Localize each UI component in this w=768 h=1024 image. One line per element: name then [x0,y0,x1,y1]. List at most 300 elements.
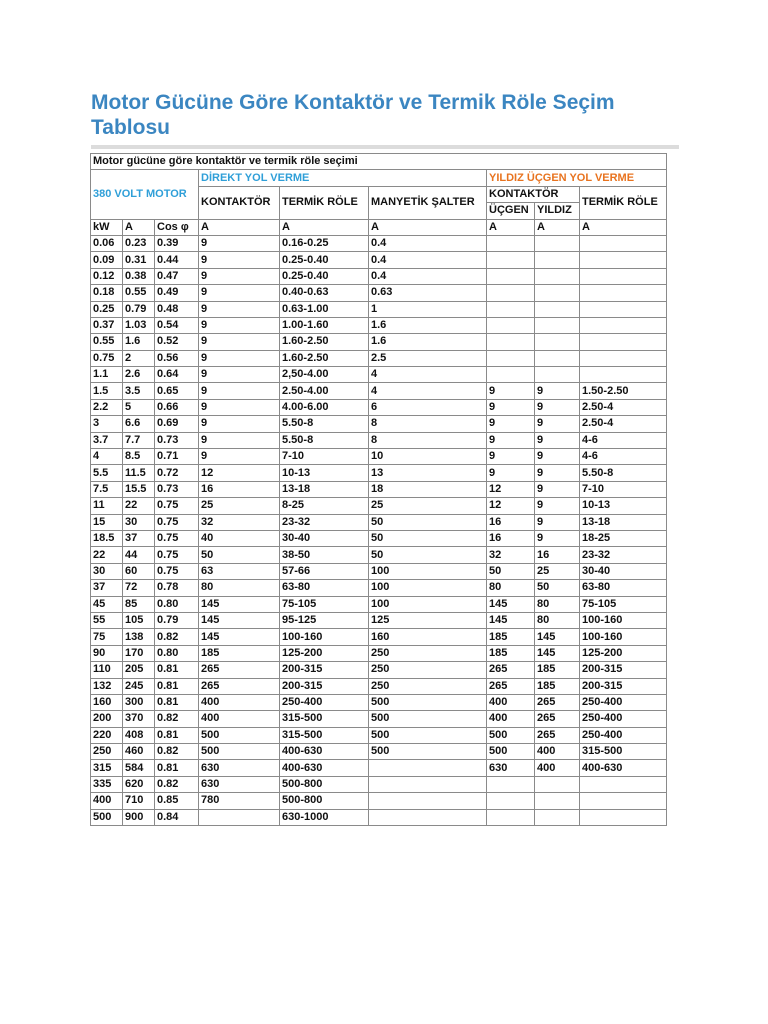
table-cell: 25 [199,498,280,514]
table-cell: 7-10 [280,449,369,465]
table-cell: 125 [369,612,487,628]
table-cell: 138 [123,629,155,645]
table-cell: 400-630 [580,760,667,776]
caption-row [91,154,667,170]
table-cell [580,334,667,350]
table-cell: 125-200 [280,645,369,661]
table-cell: 145 [487,612,535,628]
table-cell: 200 [91,711,123,727]
table-row [91,760,667,776]
col-kontaktor: KONTAKTÖR [199,186,280,219]
table-cell: 0.18 [91,285,123,301]
table-cell: 0.75 [155,514,199,530]
table-cell: 9 [199,235,280,251]
table-row [91,432,667,448]
table-cell: 9 [487,383,535,399]
table-row [91,711,667,727]
table-cell: 400 [487,694,535,710]
table-cell: 8 [369,416,487,432]
table-cell: 0.71 [155,449,199,465]
table-cell: 12 [487,481,535,497]
table-row [91,317,667,333]
table-cell: 265 [199,662,280,678]
table-cell: 9 [199,317,280,333]
table-cell: 9 [535,465,580,481]
table-cell: 5.50-8 [580,465,667,481]
table-cell [580,367,667,383]
table-cell: 32 [199,514,280,530]
table-cell: 0.48 [155,301,199,317]
table-cell: 9 [535,449,580,465]
table-row [91,629,667,645]
table-cell: 0.82 [155,744,199,760]
table-cell: 4 [91,449,123,465]
table-cell: 160 [369,629,487,645]
table-cell: 10-13 [580,498,667,514]
table-cell: 0.73 [155,481,199,497]
table-cell: 315-500 [280,711,369,727]
table-cell: 12 [487,498,535,514]
table-cell: 0.69 [155,416,199,432]
table-cell: 160 [91,694,123,710]
table-cell: 0.55 [91,334,123,350]
table-cell: 9 [535,481,580,497]
table-cell: 145 [199,629,280,645]
table-cell: 9 [199,252,280,268]
table-cell [487,235,535,251]
table-cell: 80 [199,580,280,596]
table-cell [535,367,580,383]
table-cell: 1.50-2.50 [580,383,667,399]
motor-group-header: 380 VOLT MOTOR [91,170,199,219]
table-row [91,399,667,415]
table-cell: 105 [123,612,155,628]
table-cell: 63-80 [580,580,667,596]
table-cell: 0.82 [155,711,199,727]
table-cell: 584 [123,760,155,776]
table-cell: 300 [123,694,155,710]
table-cell: 185 [535,678,580,694]
table-cell: 9 [199,301,280,317]
table-cell: 250 [369,678,487,694]
table-cell [487,776,535,792]
table-row [91,285,667,301]
table-cell: 250-400 [580,711,667,727]
table-row [91,547,667,563]
table-cell: 13-18 [280,481,369,497]
table-cell: 125-200 [580,645,667,661]
table-cell: 75-105 [580,596,667,612]
table-cell: 500 [369,744,487,760]
table-cell: 25 [535,563,580,579]
table-cell: 185 [535,662,580,678]
table-cell: 200-315 [580,662,667,678]
table-row [91,301,667,317]
table-cell [535,809,580,825]
table-cell: 170 [123,645,155,661]
table-cell: 0.37 [91,317,123,333]
table-cell: 16 [199,481,280,497]
table-cell: 1.60-2.50 [280,334,369,350]
table-cell: 145 [199,612,280,628]
table-cell: 23-32 [280,514,369,530]
table-cell: 0.64 [155,367,199,383]
table-cell: 50 [535,580,580,596]
table-cell: 220 [91,727,123,743]
table-cell: 63-80 [280,580,369,596]
table-cell: 85 [123,596,155,612]
table-cell: 0.82 [155,629,199,645]
table-row [91,612,667,628]
table-cell: 0.75 [155,498,199,514]
unit-cell: A [487,219,535,235]
table-cell [487,793,535,809]
table-cell: 200-315 [580,678,667,694]
title-divider [91,145,679,149]
table-cell: 9 [199,350,280,366]
table-cell: 400 [535,760,580,776]
table-cell: 145 [535,645,580,661]
table-cell: 22 [123,498,155,514]
table-cell: 8-25 [280,498,369,514]
table-cell: 45 [91,596,123,612]
table-cell [580,285,667,301]
table-cell: 37 [123,530,155,546]
table-cell [487,367,535,383]
table-cell: 18-25 [580,530,667,546]
table-cell [487,301,535,317]
table-cell: 1.60-2.50 [280,350,369,366]
table-cell: 37 [91,580,123,596]
table-cell: 185 [487,629,535,645]
table-row [91,645,667,661]
table-cell: 100 [369,596,487,612]
table-cell: 100-160 [580,629,667,645]
table-cell: 9 [487,449,535,465]
table-cell: 1.5 [91,383,123,399]
table-cell: 4.00-6.00 [280,399,369,415]
table-cell [487,350,535,366]
table-cell: 0.23 [123,235,155,251]
table-cell [535,268,580,284]
table-cell: 500 [487,744,535,760]
table-cell: 4-6 [580,449,667,465]
table-row [91,268,667,284]
table-cell: 250-400 [580,694,667,710]
table-cell [369,776,487,792]
table-cell: 400 [199,711,280,727]
table-cell [535,776,580,792]
table-cell: 0.79 [155,612,199,628]
table-cell: 630-1000 [280,809,369,825]
table-cell: 250-400 [280,694,369,710]
table-row [91,563,667,579]
table-row [91,416,667,432]
table-cell: 30-40 [280,530,369,546]
table-cell: 0.4 [369,235,487,251]
table-cell: 40 [199,530,280,546]
table-cell: 200-315 [280,662,369,678]
table-cell [199,809,280,825]
col-yildiz: YILDIZ [535,203,580,219]
table-cell: 500 [369,727,487,743]
table-cell [535,301,580,317]
direct-start-header: DİREKT YOL VERME [199,170,487,186]
table-cell: 2,50-4.00 [280,367,369,383]
table-cell [580,776,667,792]
table-cell: 400 [535,744,580,760]
table-cell [535,793,580,809]
table-cell: 100 [369,580,487,596]
table-cell: 0.39 [155,235,199,251]
table-cell: 50 [199,547,280,563]
table-cell [369,760,487,776]
table-cell: 90 [91,645,123,661]
table-cell: 100-160 [280,629,369,645]
table-cell [580,350,667,366]
table-cell: 9 [199,334,280,350]
table-cell: 38-50 [280,547,369,563]
table-cell: 50 [369,547,487,563]
table-cell: 0.16-0.25 [280,235,369,251]
table-cell: 11 [91,498,123,514]
table-cell: 185 [487,645,535,661]
table-cell: 0.75 [155,530,199,546]
table-row [91,383,667,399]
table-cell: 9 [535,530,580,546]
table-cell: 132 [91,678,123,694]
table-cell: 500 [369,711,487,727]
table-cell: 30-40 [580,563,667,579]
table-cell: 200-315 [280,678,369,694]
table-cell: 3 [91,416,123,432]
table-cell: 1.6 [369,317,487,333]
table-cell: 408 [123,727,155,743]
table-cell: 15 [91,514,123,530]
table-cell: 370 [123,711,155,727]
table-cell [580,235,667,251]
table-cell: 0.80 [155,596,199,612]
table-cell: 500 [199,727,280,743]
unit-cell: A [369,219,487,235]
table-cell: 5.50-8 [280,416,369,432]
table-cell: 9 [199,285,280,301]
table-cell: 265 [487,662,535,678]
table-row [91,809,667,825]
table-cell: 9 [199,268,280,284]
table-cell: 1.1 [91,367,123,383]
table-cell: 75-105 [280,596,369,612]
table-cell: 13 [369,465,487,481]
table-cell: 2 [123,350,155,366]
table-row [91,793,667,809]
table-row [91,596,667,612]
table-cell: 0.84 [155,809,199,825]
table-cell: 265 [199,678,280,694]
table-cell: 5.5 [91,465,123,481]
table-cell: 9 [535,498,580,514]
table-cell: 80 [535,612,580,628]
table-cell: 72 [123,580,155,596]
table-cell: 9 [535,383,580,399]
table-cell: 0.81 [155,662,199,678]
table-cell: 15.5 [123,481,155,497]
table-cell: 315-500 [580,744,667,760]
table-cell: 9 [535,514,580,530]
table-cell: 9 [199,383,280,399]
group-header-row [91,170,667,186]
col-kontaktor-star-delta: KONTAKTÖR [487,186,580,202]
table-cell: 0.25 [91,301,123,317]
table-cell [487,285,535,301]
selection-table [90,153,667,826]
table-cell: 0.06 [91,235,123,251]
table-cell: 0.63-1.00 [280,301,369,317]
table-cell: 250-400 [580,727,667,743]
table-cell: 620 [123,776,155,792]
table-cell: 0.4 [369,268,487,284]
table-cell: 63 [199,563,280,579]
table-row [91,498,667,514]
table-cell: 400 [199,694,280,710]
table-cell: 9 [199,449,280,465]
table-cell: 2.50-4 [580,399,667,415]
table-cell: 0.63 [369,285,487,301]
table-cell [580,252,667,268]
table-cell: 500 [91,809,123,825]
table-cell: 0.56 [155,350,199,366]
table-cell: 13-18 [580,514,667,530]
table-cell: 245 [123,678,155,694]
table-cell: 23-32 [580,547,667,563]
table-cell: 9 [199,367,280,383]
table-cell: 0.38 [123,268,155,284]
table-cell [487,334,535,350]
table-cell: 630 [487,760,535,776]
table-cell: 0.72 [155,465,199,481]
table-cell: 0.65 [155,383,199,399]
table-cell: 7-10 [580,481,667,497]
table-row [91,530,667,546]
table-row [91,465,667,481]
table-cell: 900 [123,809,155,825]
table-caption: Motor gücüne göre kontaktör ve termik röle seçimi [91,154,667,170]
table-cell: 0.81 [155,694,199,710]
table-cell: 400-630 [280,744,369,760]
table-cell: 4-6 [580,432,667,448]
table-cell: 0.73 [155,432,199,448]
table-cell: 18.5 [91,530,123,546]
table-cell: 12 [199,465,280,481]
table-cell [580,809,667,825]
table-cell: 0.75 [155,547,199,563]
table-cell: 630 [199,776,280,792]
table-cell: 4 [369,367,487,383]
table-cell: 250 [369,662,487,678]
table-cell [487,317,535,333]
table-row [91,694,667,710]
table-cell: 265 [535,711,580,727]
table-cell [487,809,535,825]
unit-cell: kW [91,219,123,235]
table-cell: 2.50-4 [580,416,667,432]
table-cell: 500 [369,694,487,710]
table-cell [580,301,667,317]
table-cell: 0.40-0.63 [280,285,369,301]
table-cell: 0.80 [155,645,199,661]
table-cell [535,350,580,366]
table-cell [535,317,580,333]
unit-cell: A [535,219,580,235]
table-cell: 315 [91,760,123,776]
table-cell [369,793,487,809]
table-cell: 75 [91,629,123,645]
table-cell: 11.5 [123,465,155,481]
table-cell: 80 [487,580,535,596]
table-row [91,367,667,383]
table-cell: 0.09 [91,252,123,268]
table-cell: 0.25-0.40 [280,268,369,284]
table-cell: 0.66 [155,399,199,415]
table-cell: 100-160 [580,612,667,628]
table-cell [487,268,535,284]
table-row [91,776,667,792]
table-cell: 1.03 [123,317,155,333]
col-termik-role: TERMİK RÖLE [280,186,369,219]
table-cell [535,235,580,251]
table-row [91,744,667,760]
table-cell: 9 [487,465,535,481]
table-cell: 0.81 [155,760,199,776]
table-cell: 9 [487,416,535,432]
table-cell: 44 [123,547,155,563]
table-cell: 400 [487,711,535,727]
col-termik-role-star-delta: TERMİK RÖLE [580,186,667,219]
table-cell: 205 [123,662,155,678]
col-ucgen: ÜÇGEN [487,203,535,219]
unit-cell: A [580,219,667,235]
table-cell: 2.2 [91,399,123,415]
table-cell: 60 [123,563,155,579]
table-cell: 3.7 [91,432,123,448]
table-cell: 30 [123,514,155,530]
table-row [91,252,667,268]
table-cell: 145 [487,596,535,612]
table-cell: 22 [91,547,123,563]
table-row [91,350,667,366]
table-cell: 145 [199,596,280,612]
table-cell [535,252,580,268]
table-cell: 1.6 [123,334,155,350]
table-cell: 0.81 [155,678,199,694]
table-cell [535,334,580,350]
table-cell: 0.54 [155,317,199,333]
table-cell: 9 [199,432,280,448]
units-row [91,219,667,235]
table-cell: 780 [199,793,280,809]
table-cell: 2.50-4.00 [280,383,369,399]
table-cell: 0.79 [123,301,155,317]
unit-cell: A [280,219,369,235]
table-cell: 32 [487,547,535,563]
table-cell: 50 [487,563,535,579]
unit-cell: A [123,219,155,235]
table-cell: 25 [369,498,487,514]
table-cell: 30 [91,563,123,579]
unit-cell: Cos φ [155,219,199,235]
table-cell: 0.52 [155,334,199,350]
table-cell: 400-630 [280,760,369,776]
